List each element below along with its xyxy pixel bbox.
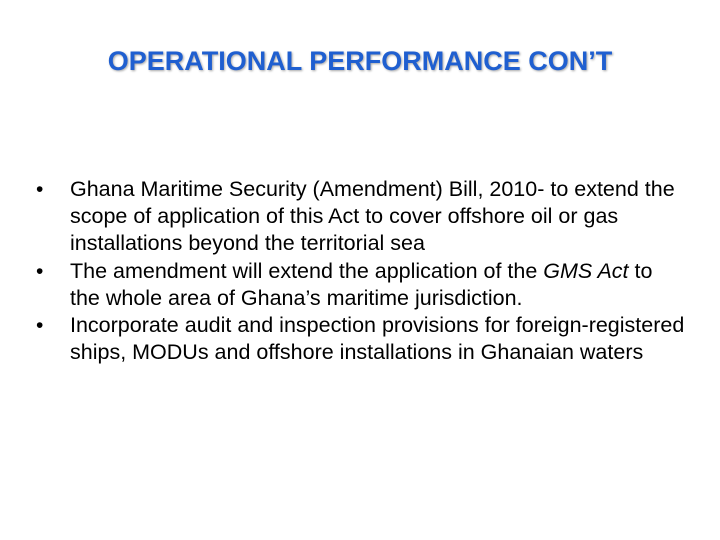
slide-title: OPERATIONAL PERFORMANCE CON’T bbox=[107, 46, 613, 76]
act-name-italic: GMS Act bbox=[543, 258, 629, 283]
bullet-item-3 bbox=[36, 312, 686, 366]
bullet-icon: • bbox=[36, 314, 44, 338]
bullet-text-part: The amendment will extend the application of the bbox=[70, 258, 544, 283]
bullet-icon: • bbox=[36, 178, 44, 201]
bullet-icon: • bbox=[36, 259, 44, 283]
bullet-item-2 bbox=[36, 258, 686, 312]
bullet-list bbox=[36, 176, 686, 366]
bullet-text: Incorporate audit and inspection provisions for foreign-registered ships, MODUs and offshore installations in Ghanaian waters bbox=[70, 313, 685, 365]
bullet-text-part: to the whole area of Ghana’s maritime jurisdiction. bbox=[70, 258, 653, 310]
bullet-text bbox=[70, 258, 686, 312]
bullet-text: Ghana Maritime Security (Amendment) Bill, 2010- to extend the scope of application of this Act to cover offshore oil or gas installations beyond the territorial sea bbox=[70, 177, 675, 256]
bullet-item-1 bbox=[36, 176, 686, 258]
